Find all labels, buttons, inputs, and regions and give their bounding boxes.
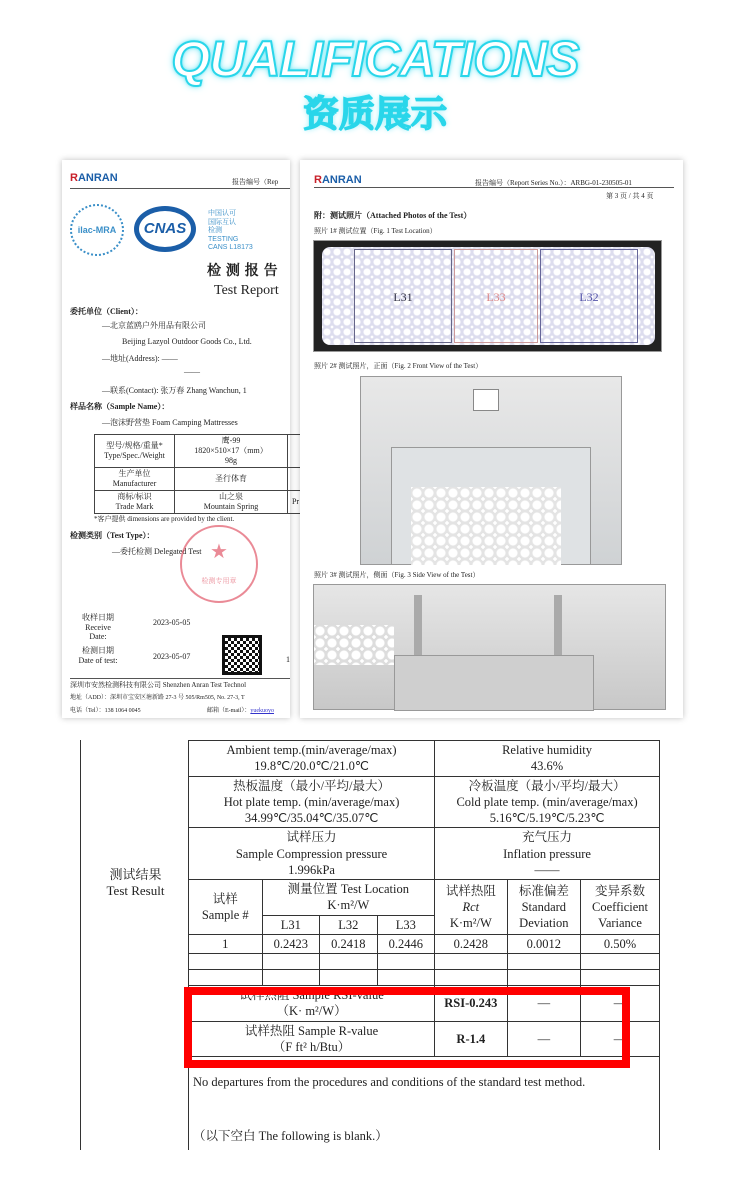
rsi-row: 试样热阻 Sample RSI-value （K· m²/W） RSI-0.243 — — [189, 986, 660, 1022]
table-header-row: 试样 Sample # 测量位置 Test Location K·m²/W 试样热阻 Rct K·m²/W 标准偏差 Standard Deviation 变异系数 Coefficient Variance [189, 880, 660, 916]
cnas-logo: CNAS [134, 206, 196, 252]
fig2-front-view-photo [360, 376, 622, 565]
table-row: 热板温度（最小/平均/最大） Hot plate temp. (min/average/max) 34.99℃/35.04℃/35.07℃ 冷板温度（最小/平均/最大） Cold plate temp. (min/average/max) 5.16℃/5.19℃/5.23℃ [189, 776, 660, 828]
report-no: 报告编号（Report Series No.）：ARBG-01-230505-01 [475, 179, 632, 187]
test-photos-page [300, 160, 683, 718]
attached-heading: 附：测试照片（Attached Photos of the Test） [314, 211, 472, 220]
test-type: —委托检测 Delegated Test [112, 547, 202, 556]
footer-address: 地址（ADD）：深圳市宝安区塘新路 27-3 号 505/Rm505, No. 27-3, T [70, 695, 245, 701]
test-result-table: Ambient temp.(min/average/max) 19.8℃/20.0℃/21.0℃ Relative humidity 43.6% 热板温度（最小/平均/最大） Hot plate temp. (min/average/max) 34.99℃/35.04℃/35.07℃ 冷板温度（最小/平均/最大） Cold plate temp. (min/average/max) 5.16℃/5.19℃/5.23℃ 试样压力 Sample Compression pressure 1.996kPa 充气压力 Inflation pressure —— 试样 Sample # 测量位置 Test Location K·m²/W 试样热阻 Rct K·m²/W 标准偏差 Standard Deviation 变异系数 Coefficient Variance L31 L32 L33 1 0.2423 0.2418 0.2446 0.2428 0.0012 0.50% 试样热阻 Sample RSI-value （K· m²/W） RSI-0.243 — — 试样热阻 Sample R-value （F ft² h/Btu） R-1.4 — — [188, 740, 660, 1057]
cnas-text: 中国认可 国际互认 检测 TESTING CANS L18173 [208, 210, 253, 251]
no-departures-note: No departures from the procedures and conditions of the standard test method. [193, 1075, 586, 1089]
anran-logo: RANRAN [314, 174, 362, 186]
fig3-caption: 照片 3# 测试照片，侧面（Fig. 3 Side View of the Test） [314, 571, 480, 579]
table-row: Ambient temp.(min/average/max) 19.8℃/20.0℃/21.0℃ Relative humidity 43.6% [189, 741, 660, 777]
client-label: 委托单位（Client）： [70, 307, 143, 316]
test-result-label: 测试结果 Test Result [106, 867, 165, 898]
qr-code [222, 635, 262, 675]
test-date-label: 检测日期 Date of test: [78, 646, 118, 665]
table-row: 试样压力 Sample Compression pressure 1.996kPa 充气压力 Inflation pressure —— [189, 828, 660, 880]
highlight-box [184, 987, 630, 1068]
table-row: 型号/规格/重量* Type/Spec./Weight 鹰-99 1820×510×17（mm） 98g [95, 435, 304, 468]
report-no-label: 报告编号（Rep [232, 178, 279, 186]
test-report-cover [62, 160, 300, 718]
test-result-page [80, 740, 660, 1150]
test-type-label: 检测类别（Test Type）： [70, 531, 155, 540]
address-line2: —— [184, 367, 200, 376]
report-title-cn: 检 测 报 告 [207, 263, 278, 279]
footer-email: 邮箱（E-mail）：yuekuoyo [207, 708, 274, 714]
page-number: 第 3 页 / 共 4 页 [606, 192, 654, 200]
page-title: QUALIFICATIONS [171, 31, 579, 87]
sample-info-table [94, 434, 304, 514]
ilac-mra-logo: ilac-MRA [70, 204, 124, 256]
fig2-caption: 照片 2# 测试照片，正面（Fig. 2 Front View of the Test） [314, 362, 483, 370]
client-cn: —北京蓝鸥户外用品有限公司 [102, 321, 206, 330]
receive-date: 2023-05-05 [153, 618, 191, 627]
blank-note: （以下空白 The following is blank.） [193, 1129, 388, 1143]
table-row: 生产单位 Manufacturer 圣行体育 [95, 468, 304, 491]
r-value-row: 试样热阻 Sample R-value （F ft² h/Btu） R-1.4 — — [189, 1021, 660, 1057]
table-row: 商标/标识 Trade Mark 山之泉 Mountain Spring Pr [95, 491, 304, 514]
sample-label: 样品名称（Sample Name）： [70, 402, 170, 411]
fig1-mattress-photo: L31 L33 L32 [313, 240, 662, 352]
fig1-caption: 照片 1# 测试位置（Fig. 1 Test Location） [314, 227, 437, 235]
page-mark: 1 [286, 655, 290, 664]
anran-logo: RANRAN [70, 172, 118, 184]
test-date: 2023-05-07 [153, 652, 191, 661]
red-seal-stamp: ★ 检测专用章 [180, 525, 258, 603]
address: —地址(Address): —— [102, 354, 178, 363]
contact: —联系(Contact): 张万春 Zhang Wanchun, 1 [102, 386, 247, 395]
fig3-side-view-photo [313, 584, 666, 710]
footer-tel: 电话（Tel）：138 1064 0045 [70, 708, 141, 714]
footnote: *客户提供 dimensions are provided by the client. [94, 515, 235, 523]
receive-date-label: 收样日期 Receive Date: [82, 613, 114, 641]
report-title-en: Test Report [214, 283, 279, 298]
table-row: 1 0.2423 0.2418 0.2446 0.2428 0.0012 0.50% [189, 934, 660, 953]
footer-company: 深圳市安然检测科技有限公司 Shenzhen Anran Test Technol [70, 681, 247, 689]
client-en: Beijing Lazyol Outdoor Goods Co., Ltd. [122, 337, 252, 346]
sample-name: —泡沫野营垫 Foam Camping Mattresses [102, 418, 238, 427]
page-subtitle: 资质展示 [302, 94, 447, 135]
